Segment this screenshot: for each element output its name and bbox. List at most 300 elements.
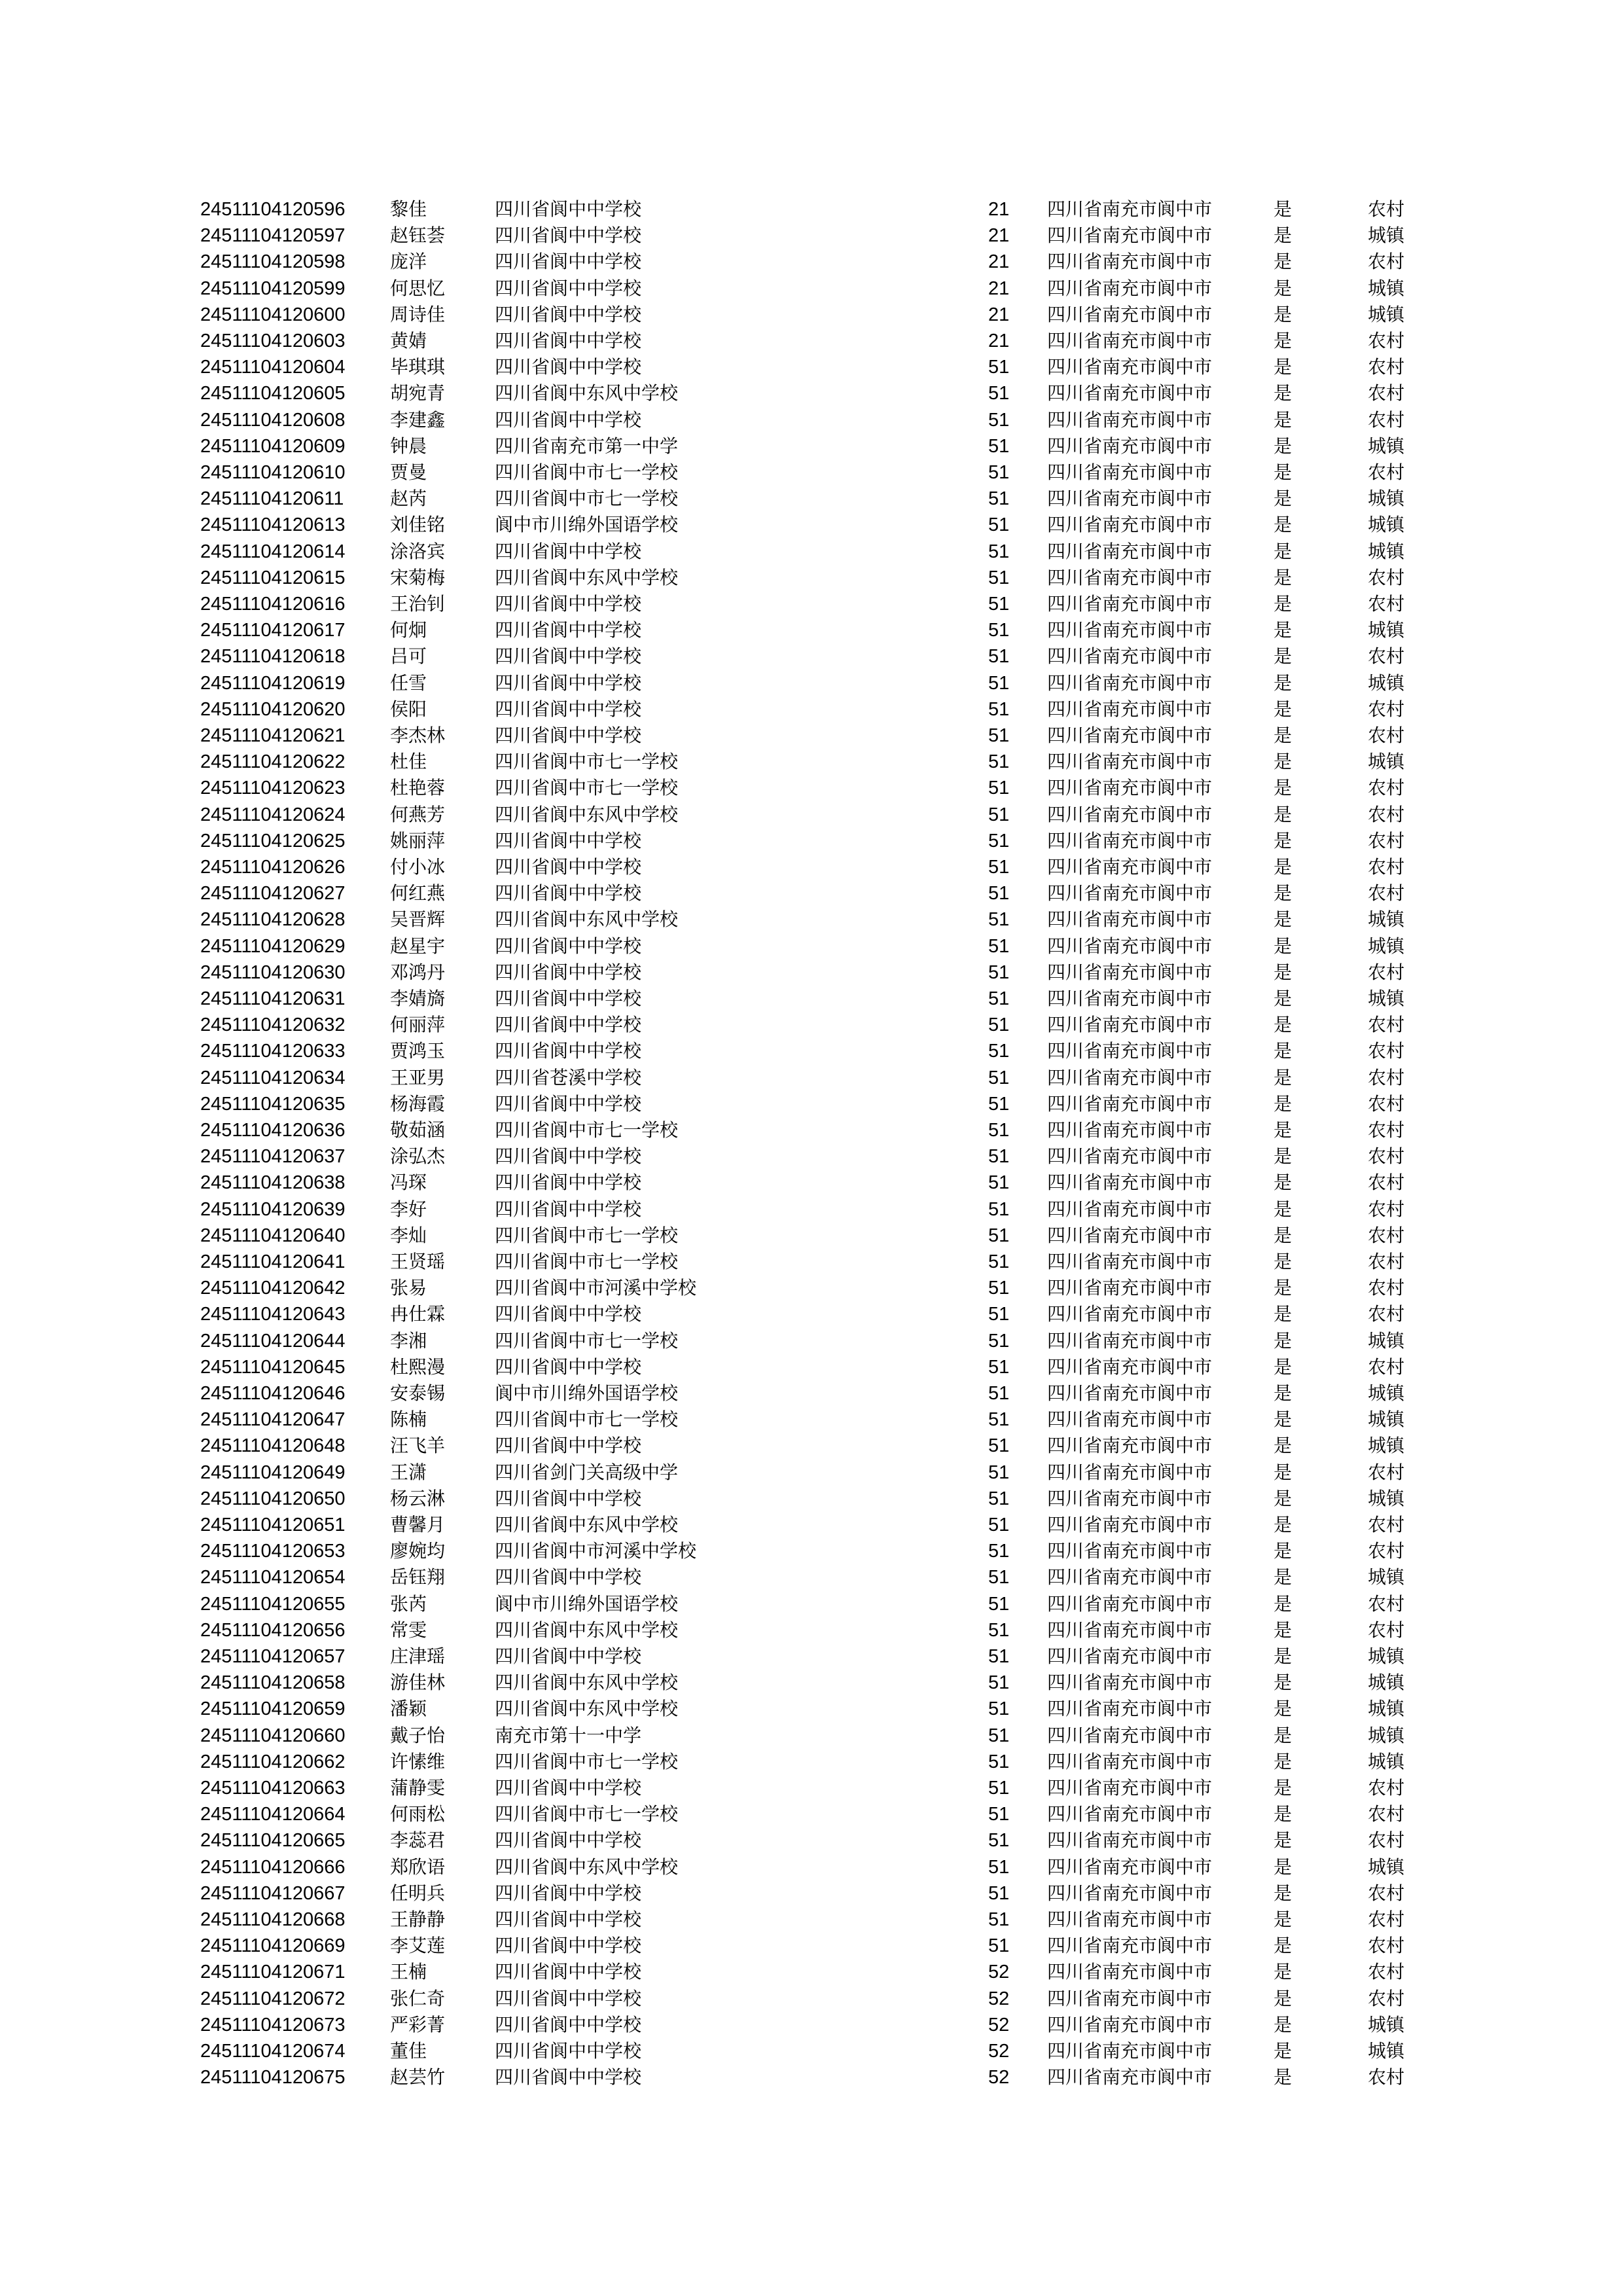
residence-type-cell: 城镇	[1368, 988, 1405, 1009]
school-cell: 四川省阆中中学校	[495, 698, 642, 720]
student-id-cell: 24511104120613	[200, 514, 346, 536]
student-name-cell: 钟晨	[390, 435, 427, 457]
student-id-cell: 24511104120671	[200, 1962, 346, 1983]
region-cell: 四川省南充市阆中市	[1047, 803, 1213, 825]
residence-type-cell: 农村	[1368, 1014, 1405, 1036]
residence-type-cell: 农村	[1368, 1987, 1405, 2009]
residence-type-cell: 农村	[1368, 645, 1405, 668]
school-cell: 四川省阆中东风中学校	[495, 1856, 679, 1878]
student-name-cell: 陈楠	[390, 1408, 427, 1431]
category-code-cell: 51	[988, 909, 1010, 931]
category-code-cell: 51	[988, 1067, 1010, 1088]
table-row	[0, 1591, 1623, 1617]
region-cell: 四川省南充市阆中市	[1047, 1645, 1213, 1667]
student-name-cell: 董佳	[390, 2040, 427, 2062]
student-id-cell: 24511104120668	[200, 1909, 346, 1930]
eligibility-cell: 是	[1274, 1566, 1293, 1588]
eligibility-cell: 是	[1274, 1092, 1293, 1115]
eligibility-cell: 是	[1274, 224, 1293, 247]
region-cell: 四川省南充市阆中市	[1047, 461, 1213, 483]
eligibility-cell: 是	[1274, 488, 1293, 510]
region-cell: 四川省南充市阆中市	[1047, 303, 1213, 325]
residence-type-cell: 城镇	[1368, 488, 1405, 510]
category-code-cell: 51	[988, 488, 1010, 510]
residence-type-cell: 农村	[1368, 1961, 1405, 1983]
student-name-cell: 岳钰翔	[390, 1566, 446, 1588]
table-row	[0, 1538, 1623, 1564]
school-cell: 阆中市川绵外国语学校	[495, 1382, 679, 1404]
residence-type-cell: 城镇	[1368, 435, 1405, 457]
eligibility-cell: 是	[1274, 751, 1293, 773]
table-row	[0, 1564, 1623, 1590]
residence-type-cell: 农村	[1368, 1514, 1405, 1535]
school-cell: 四川省阆中中学校	[495, 2040, 642, 2062]
category-code-cell: 51	[988, 1882, 1010, 1904]
school-cell: 四川省阆中中学校	[495, 1435, 642, 1457]
eligibility-cell: 是	[1274, 1040, 1293, 1062]
category-code-cell: 51	[988, 1778, 1010, 1799]
student-id-cell: 24511104120611	[200, 488, 344, 510]
region-cell: 四川省南充市阆中市	[1047, 1172, 1213, 1194]
student-id-cell: 24511104120597	[200, 225, 346, 247]
residence-type-cell: 农村	[1368, 1251, 1405, 1272]
category-code-cell: 51	[988, 698, 1010, 720]
student-id-cell: 24511104120674	[200, 2041, 346, 2062]
residence-type-cell: 农村	[1368, 829, 1405, 852]
residence-type-cell: 城镇	[1368, 935, 1405, 957]
table-row	[0, 539, 1623, 565]
eligibility-cell: 是	[1274, 2013, 1293, 2036]
student-name-cell: 游佳林	[390, 1672, 446, 1694]
student-name-cell: 黎佳	[390, 198, 427, 220]
student-name-cell: 赵星宇	[390, 935, 446, 957]
student-name-cell: 何红燕	[390, 882, 446, 905]
region-cell: 四川省南充市阆中市	[1047, 935, 1213, 957]
category-code-cell: 51	[988, 1646, 1010, 1667]
residence-type-cell: 农村	[1368, 198, 1405, 220]
residence-type-cell: 城镇	[1368, 1672, 1405, 1694]
school-cell: 四川省阆中中学校	[495, 408, 642, 431]
student-name-cell: 李建鑫	[390, 408, 446, 431]
eligibility-cell: 是	[1274, 672, 1293, 694]
student-id-cell: 24511104120672	[200, 1988, 346, 2009]
category-code-cell: 51	[988, 514, 1010, 536]
residence-type-cell: 农村	[1368, 777, 1405, 799]
region-cell: 四川省南充市阆中市	[1047, 1329, 1213, 1352]
category-code-cell: 51	[988, 935, 1010, 957]
student-id-cell: 24511104120673	[200, 2014, 346, 2036]
residence-type-cell: 农村	[1368, 566, 1405, 588]
category-code-cell: 51	[988, 1567, 1010, 1588]
table-row	[0, 380, 1623, 406]
category-code-cell: 51	[988, 1935, 1010, 1957]
residence-type-cell: 农村	[1368, 356, 1405, 378]
eligibility-cell: 是	[1274, 1514, 1293, 1535]
student-name-cell: 王静静	[390, 1909, 446, 1930]
table-row	[0, 696, 1623, 723]
region-cell: 四川省南充市阆中市	[1047, 1803, 1213, 1825]
student-name-cell: 敬茹涵	[390, 1119, 446, 1141]
region-cell: 四川省南充市阆中市	[1047, 1040, 1213, 1062]
residence-type-cell: 城镇	[1368, 1566, 1405, 1588]
table-row	[0, 407, 1623, 433]
category-code-cell: 52	[988, 1962, 1010, 1983]
eligibility-cell: 是	[1274, 2066, 1293, 2089]
table-row	[0, 749, 1623, 775]
student-id-cell: 24511104120629	[200, 935, 346, 957]
table-row	[0, 354, 1623, 380]
school-cell: 四川省阆中中学校	[495, 1566, 642, 1588]
student-id-cell: 24511104120635	[200, 1093, 346, 1115]
table-row	[0, 459, 1623, 486]
region-cell: 四川省南充市阆中市	[1047, 1856, 1213, 1878]
student-id-cell: 24511104120615	[200, 567, 346, 588]
student-id-cell: 24511104120666	[200, 1856, 346, 1878]
student-id-cell: 24511104120616	[200, 594, 346, 615]
student-name-cell: 杜佳	[390, 751, 427, 773]
student-name-cell: 周诗佳	[390, 303, 446, 325]
student-name-cell: 李蕊君	[390, 1829, 446, 1852]
student-id-cell: 24511104120634	[200, 1067, 346, 1088]
school-cell: 四川省阆中市七一学校	[495, 1224, 679, 1246]
student-id-cell: 24511104120627	[200, 883, 346, 905]
residence-type-cell: 农村	[1368, 593, 1405, 615]
student-name-cell: 杨海霞	[390, 1092, 446, 1115]
table-row	[0, 1933, 1623, 1959]
school-cell: 四川省阆中中学校	[495, 1645, 642, 1667]
table-row	[0, 1196, 1623, 1223]
student-id-cell: 24511104120600	[200, 304, 346, 325]
table-row	[0, 1670, 1623, 1696]
student-id-cell: 24511104120626	[200, 857, 346, 878]
student-name-cell: 何雨松	[390, 1803, 446, 1825]
table-row	[0, 1380, 1623, 1407]
student-name-cell: 庄津瑶	[390, 1645, 446, 1667]
residence-type-cell: 城镇	[1368, 1329, 1405, 1352]
student-name-cell: 涂弘杰	[390, 1145, 446, 1168]
student-id-cell: 24511104120651	[200, 1515, 346, 1535]
region-cell: 四川省南充市阆中市	[1047, 382, 1213, 404]
region-cell: 四川省南充市阆中市	[1047, 908, 1213, 931]
table-row	[0, 802, 1623, 828]
residence-type-cell: 城镇	[1368, 1750, 1405, 1772]
eligibility-cell: 是	[1274, 514, 1293, 536]
table-row	[0, 1223, 1623, 1249]
residence-type-cell: 城镇	[1368, 1698, 1405, 1720]
region-cell: 四川省南充市阆中市	[1047, 2040, 1213, 2062]
school-cell: 四川省剑门关高级中学	[495, 1461, 679, 1483]
residence-type-cell: 城镇	[1368, 1435, 1405, 1457]
category-code-cell: 51	[988, 857, 1010, 878]
eligibility-cell: 是	[1274, 988, 1293, 1009]
student-name-cell: 王楠	[390, 1961, 427, 1983]
school-cell: 四川省阆中中学校	[495, 1303, 642, 1325]
residence-type-cell: 农村	[1368, 725, 1405, 746]
student-name-cell: 贾曼	[390, 461, 427, 483]
student-name-cell: 庞洋	[390, 251, 427, 273]
residence-type-cell: 城镇	[1368, 2013, 1405, 2036]
category-code-cell: 51	[988, 567, 1010, 588]
category-code-cell: 51	[988, 830, 1010, 852]
student-id-cell: 24511104120605	[200, 383, 346, 404]
category-code-cell: 51	[988, 1672, 1010, 1694]
school-cell: 四川省阆中市七一学校	[495, 1803, 679, 1825]
category-code-cell: 51	[988, 1198, 1010, 1220]
category-code-cell: 51	[988, 961, 1010, 983]
school-cell: 四川省南充市第一中学	[495, 435, 679, 457]
school-cell: 四川省阆中中学校	[495, 1355, 642, 1378]
table-row	[0, 1012, 1623, 1038]
student-id-cell: 24511104120655	[200, 1593, 346, 1615]
school-cell: 四川省阆中中学校	[495, 935, 642, 957]
category-code-cell: 51	[988, 646, 1010, 668]
region-cell: 四川省南充市阆中市	[1047, 882, 1213, 905]
student-name-cell: 严彩菁	[390, 2013, 446, 2036]
category-code-cell: 21	[988, 225, 1010, 247]
eligibility-cell: 是	[1274, 593, 1293, 615]
residence-type-cell: 农村	[1368, 408, 1405, 431]
school-cell: 四川省阆中中学校	[495, 356, 642, 378]
region-cell: 四川省南充市阆中市	[1047, 725, 1213, 746]
student-id-cell: 24511104120669	[200, 1935, 346, 1957]
region-cell: 四川省南充市阆中市	[1047, 777, 1213, 799]
student-id-cell: 24511104120603	[200, 331, 346, 351]
category-code-cell: 51	[988, 409, 1010, 431]
category-code-cell: 51	[988, 1251, 1010, 1272]
category-code-cell: 51	[988, 1593, 1010, 1615]
student-name-cell: 王亚男	[390, 1066, 446, 1088]
student-name-cell: 贾鸿玉	[390, 1040, 446, 1062]
student-id-cell: 24511104120667	[200, 1882, 346, 1904]
region-cell: 四川省南充市阆中市	[1047, 1303, 1213, 1325]
student-name-cell: 安泰锡	[390, 1382, 446, 1404]
student-name-cell: 宋菊梅	[390, 566, 446, 588]
student-id-cell: 24511104120638	[200, 1172, 346, 1194]
category-code-cell: 51	[988, 1120, 1010, 1141]
region-cell: 四川省南充市阆中市	[1047, 2066, 1213, 2089]
residence-type-cell: 城镇	[1368, 619, 1405, 641]
student-name-cell: 赵芸竹	[390, 2066, 446, 2089]
school-cell: 四川省阆中中学校	[495, 1935, 642, 1957]
residence-type-cell: 农村	[1368, 1829, 1405, 1852]
eligibility-cell: 是	[1274, 1382, 1293, 1404]
category-code-cell: 21	[988, 199, 1010, 220]
school-cell: 四川省阆中东风中学校	[495, 1619, 679, 1641]
residence-type-cell: 农村	[1368, 1882, 1405, 1904]
residence-type-cell: 农村	[1368, 1040, 1405, 1062]
category-code-cell: 51	[988, 1330, 1010, 1352]
category-code-cell: 52	[988, 2067, 1010, 2089]
category-code-cell: 51	[988, 435, 1010, 457]
residence-type-cell: 城镇	[1368, 224, 1405, 247]
student-name-cell: 常雯	[390, 1619, 427, 1641]
student-name-cell: 李灿	[390, 1224, 427, 1246]
student-name-cell: 刘佳铭	[390, 514, 446, 536]
student-id-cell: 24511104120618	[200, 646, 346, 668]
eligibility-cell: 是	[1274, 1777, 1293, 1799]
eligibility-cell: 是	[1274, 908, 1293, 931]
category-code-cell: 51	[988, 1383, 1010, 1404]
residence-type-cell: 城镇	[1368, 1408, 1405, 1431]
region-cell: 四川省南充市阆中市	[1047, 1514, 1213, 1535]
eligibility-cell: 是	[1274, 645, 1293, 668]
residence-type-cell: 农村	[1368, 330, 1405, 351]
student-name-cell: 冯琛	[390, 1172, 427, 1194]
residence-type-cell: 农村	[1368, 1935, 1405, 1957]
student-id-cell: 24511104120662	[200, 1751, 346, 1772]
student-name-cell: 李艾莲	[390, 1935, 446, 1957]
category-code-cell: 51	[988, 804, 1010, 825]
student-name-cell: 何燕芳	[390, 803, 446, 825]
school-cell: 四川省阆中中学校	[495, 330, 642, 351]
residence-type-cell: 农村	[1368, 882, 1405, 905]
eligibility-cell: 是	[1274, 1066, 1293, 1088]
school-cell: 四川省阆中市七一学校	[495, 461, 679, 483]
eligibility-cell: 是	[1274, 382, 1293, 404]
region-cell: 四川省南充市阆中市	[1047, 1198, 1213, 1220]
student-id-cell: 24511104120633	[200, 1041, 346, 1062]
eligibility-cell: 是	[1274, 198, 1293, 220]
table-row	[0, 1328, 1623, 1354]
student-id-cell: 24511104120617	[200, 620, 346, 641]
table-row	[0, 223, 1623, 249]
student-id-cell: 24511104120619	[200, 672, 346, 694]
eligibility-cell: 是	[1274, 1961, 1293, 1983]
student-id-cell: 24511104120656	[200, 1619, 346, 1641]
student-name-cell: 涂洛宾	[390, 540, 446, 562]
category-code-cell: 51	[988, 1698, 1010, 1720]
student-name-cell: 王贤瑶	[390, 1251, 446, 1272]
category-code-cell: 51	[988, 883, 1010, 905]
school-cell: 四川省阆中中学校	[495, 1987, 642, 2009]
residence-type-cell: 农村	[1368, 1198, 1405, 1220]
student-name-cell: 王潇	[390, 1461, 427, 1483]
eligibility-cell: 是	[1274, 1540, 1293, 1562]
eligibility-cell: 是	[1274, 777, 1293, 799]
school-cell: 四川省阆中中学校	[495, 303, 642, 325]
eligibility-cell: 是	[1274, 1014, 1293, 1036]
region-cell: 四川省南充市阆中市	[1047, 408, 1213, 431]
table-row	[0, 670, 1623, 696]
eligibility-cell: 是	[1274, 1329, 1293, 1352]
table-row	[0, 617, 1623, 643]
school-cell: 四川省阆中中学校	[495, 961, 642, 983]
table-row	[0, 1486, 1623, 1512]
region-cell: 四川省南充市阆中市	[1047, 1750, 1213, 1772]
category-code-cell: 51	[988, 620, 1010, 641]
region-cell: 四川省南充市阆中市	[1047, 251, 1213, 273]
table-row	[0, 1091, 1623, 1117]
residence-type-cell: 农村	[1368, 1277, 1405, 1299]
student-name-cell: 杜熙漫	[390, 1355, 446, 1378]
region-cell: 四川省南充市阆中市	[1047, 1224, 1213, 1246]
eligibility-cell: 是	[1274, 1303, 1293, 1325]
student-name-cell: 黄婧	[390, 330, 427, 351]
eligibility-cell: 是	[1274, 1172, 1293, 1194]
student-name-cell: 廖婉均	[390, 1540, 446, 1562]
student-id-cell: 24511104120659	[200, 1698, 346, 1720]
region-cell: 四川省南充市阆中市	[1047, 1909, 1213, 1930]
student-id-cell: 24511104120645	[200, 1356, 346, 1378]
student-name-cell: 潘颖	[390, 1698, 427, 1720]
student-name-cell: 何炯	[390, 619, 427, 641]
table-row	[0, 196, 1623, 223]
residence-type-cell: 城镇	[1368, 2040, 1405, 2062]
school-cell: 四川省阆中东风中学校	[495, 1514, 679, 1535]
eligibility-cell: 是	[1274, 1987, 1293, 2009]
residence-type-cell: 农村	[1368, 1540, 1405, 1562]
school-cell: 四川省阆中市河溪中学校	[495, 1540, 697, 1562]
student-name-cell: 蒲静雯	[390, 1777, 446, 1799]
eligibility-cell: 是	[1274, 1829, 1293, 1852]
table-row	[0, 933, 1623, 960]
category-code-cell: 51	[988, 1856, 1010, 1878]
eligibility-cell: 是	[1274, 1487, 1293, 1509]
eligibility-cell: 是	[1274, 856, 1293, 878]
table-row	[0, 2012, 1623, 2038]
region-cell: 四川省南充市阆中市	[1047, 856, 1213, 878]
eligibility-cell: 是	[1274, 1251, 1293, 1272]
student-name-cell: 张仁奇	[390, 1987, 446, 2009]
student-id-cell: 24511104120620	[200, 698, 346, 720]
table-row	[0, 565, 1623, 591]
student-id-cell: 24511104120665	[200, 1830, 346, 1852]
eligibility-cell: 是	[1274, 1224, 1293, 1246]
table-row	[0, 1354, 1623, 1380]
residence-type-cell: 农村	[1368, 961, 1405, 983]
table-row	[0, 1959, 1623, 1985]
school-cell: 南充市第十一中学	[495, 1724, 642, 1746]
school-cell: 四川省阆中中学校	[495, 1092, 642, 1115]
eligibility-cell: 是	[1274, 1435, 1293, 1457]
eligibility-cell: 是	[1274, 566, 1293, 588]
student-name-cell: 吕可	[390, 645, 427, 668]
student-id-cell: 24511104120624	[200, 804, 346, 825]
residence-type-cell: 城镇	[1368, 908, 1405, 931]
table-row	[0, 828, 1623, 854]
student-id-cell: 24511104120647	[200, 1409, 346, 1431]
category-code-cell: 51	[988, 357, 1010, 378]
residence-type-cell: 城镇	[1368, 1382, 1405, 1404]
eligibility-cell: 是	[1274, 330, 1293, 351]
eligibility-cell: 是	[1274, 1909, 1293, 1930]
student-name-cell: 李婧旖	[390, 988, 446, 1009]
school-cell: 四川省阆中东风中学校	[495, 908, 679, 931]
school-cell: 四川省阆中市七一学校	[495, 777, 679, 799]
school-cell: 四川省阆中东风中学校	[495, 803, 679, 825]
school-cell: 四川省阆中中学校	[495, 829, 642, 852]
category-code-cell: 51	[988, 1356, 1010, 1378]
eligibility-cell: 是	[1274, 1750, 1293, 1772]
student-name-cell: 冉仕霖	[390, 1303, 446, 1325]
table-row	[0, 1986, 1623, 2012]
table-row	[0, 1117, 1623, 1143]
school-cell: 阆中市川绵外国语学校	[495, 514, 679, 536]
table-row	[0, 1275, 1623, 1301]
eligibility-cell: 是	[1274, 725, 1293, 746]
region-cell: 四川省南充市阆中市	[1047, 751, 1213, 773]
student-name-cell: 赵芮	[390, 488, 427, 510]
school-cell: 四川省阆中中学校	[495, 1172, 642, 1194]
eligibility-cell: 是	[1274, 1698, 1293, 1720]
table-row	[0, 486, 1623, 512]
school-cell: 四川省阆中市七一学校	[495, 1750, 679, 1772]
region-cell: 四川省南充市阆中市	[1047, 514, 1213, 536]
student-id-cell: 24511104120664	[200, 1804, 346, 1825]
region-cell: 四川省南充市阆中市	[1047, 593, 1213, 615]
student-name-cell: 张易	[390, 1277, 427, 1299]
region-cell: 四川省南充市阆中市	[1047, 829, 1213, 852]
